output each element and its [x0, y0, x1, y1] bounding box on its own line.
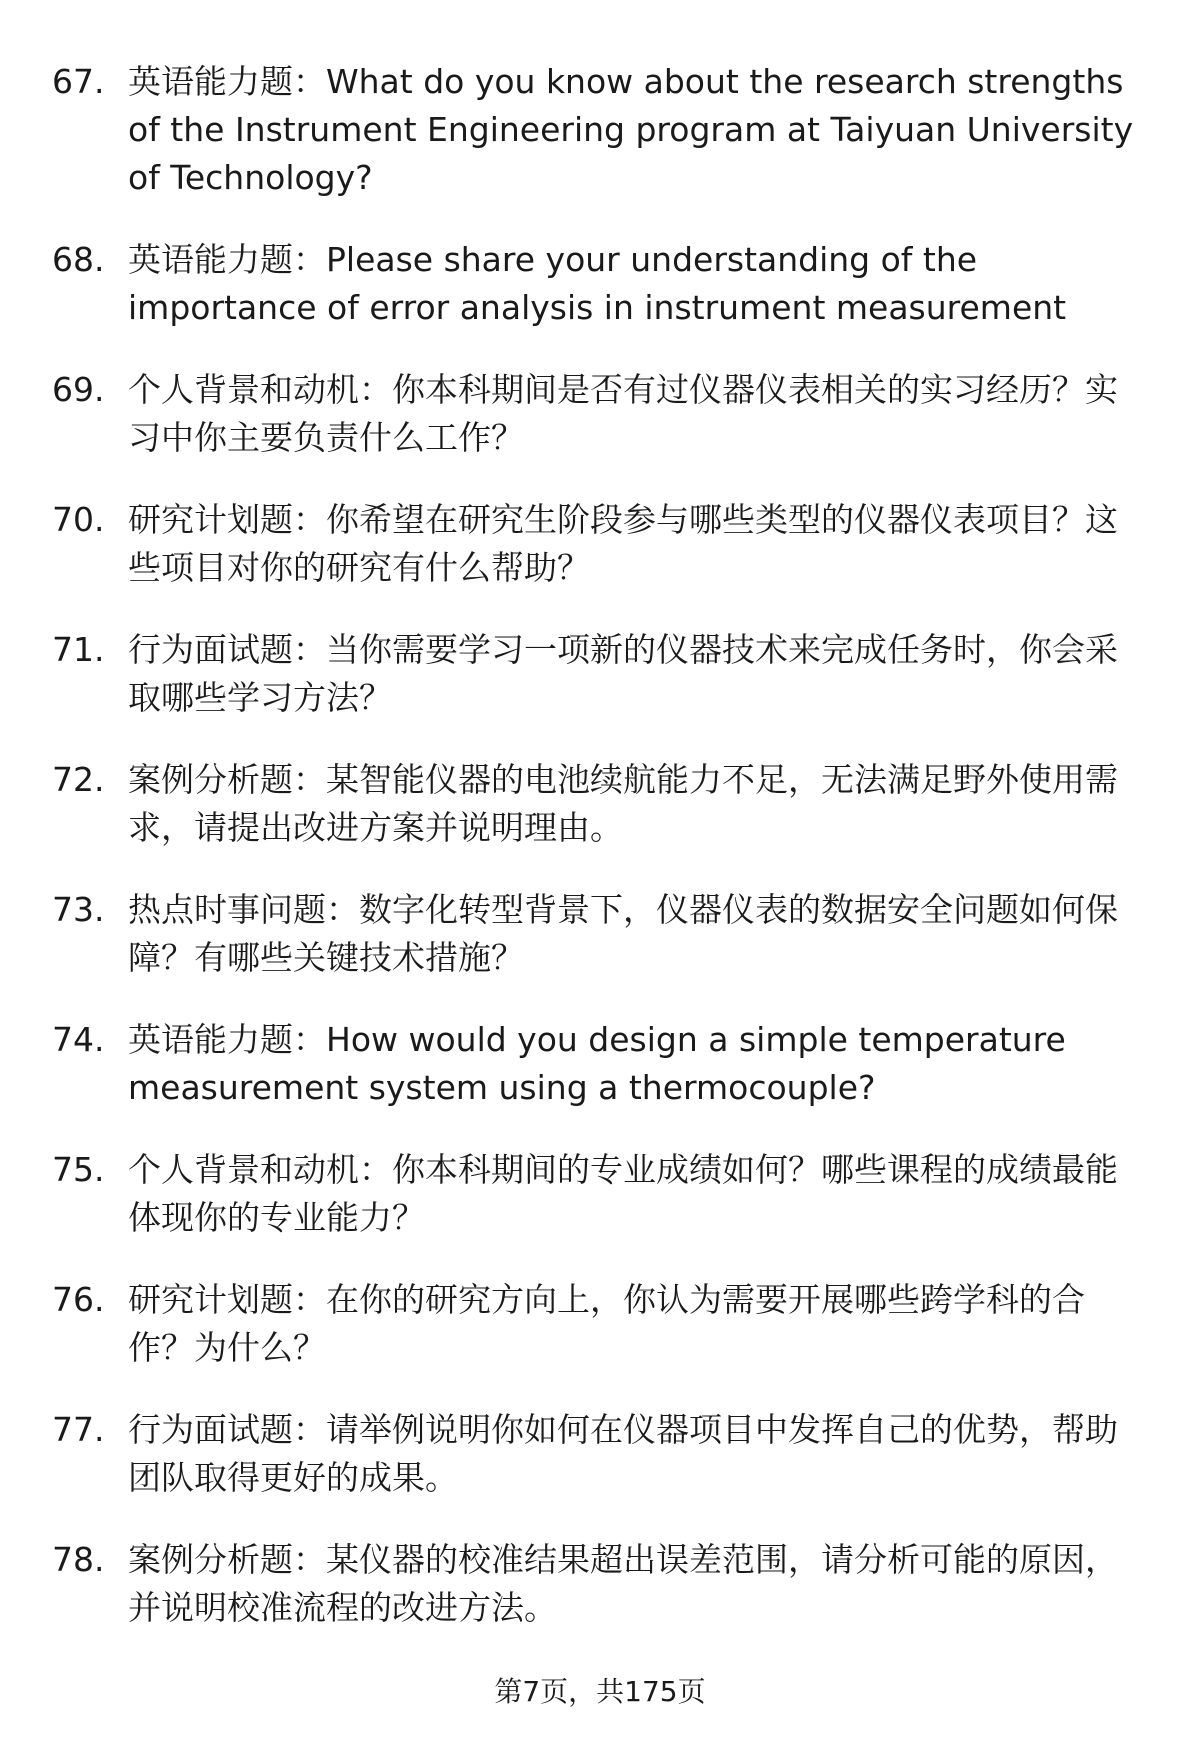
question-text: 热点时事问题：数字化转型背景下，仪器仪表的数据安全问题如何保障？有哪些关键技术措施？: [128, 890, 1118, 977]
question-item: [0, 366, 1200, 462]
question-item: [0, 58, 1200, 202]
question-number: 77.: [52, 1410, 105, 1449]
question-number: 67.: [52, 62, 105, 101]
question-number: 74.: [52, 1020, 105, 1059]
question-number: 72.: [52, 760, 105, 799]
question-number: 71.: [52, 630, 105, 669]
question-item: [0, 1406, 1200, 1502]
question-item: [0, 236, 1200, 332]
question-item: [0, 626, 1200, 722]
question-text: 行为面试题：请举例说明你如何在仪器项目中发挥自己的优势，帮助团队取得更好的成果。: [128, 1410, 1118, 1497]
question-item: [0, 496, 1200, 592]
question-text: 英语能力题：Please share your understanding of the importance of error analysis in instrument measurement: [128, 240, 1067, 327]
question-number: 78.: [52, 1540, 105, 1579]
page-number-footer: 第7页，共175页: [494, 1675, 706, 1708]
question-text: 案例分析题：某智能仪器的电池续航能力不足，无法满足野外使用需求，请提出改进方案并说明理由。: [128, 760, 1118, 847]
question-item: [0, 1016, 1200, 1112]
question-text: 个人背景和动机：你本科期间的专业成绩如何？哪些课程的成绩最能体现你的专业能力？: [128, 1150, 1118, 1237]
question-number: 68.: [52, 240, 105, 279]
question-item: [0, 886, 1200, 982]
question-text: 研究计划题：在你的研究方向上，你认为需要开展哪些跨学科的合作？为什么？: [128, 1280, 1085, 1367]
question-text: 个人背景和动机：你本科期间是否有过仪器仪表相关的实习经历？实习中你主要负责什么工作？: [128, 370, 1118, 457]
question-number: 76.: [52, 1280, 105, 1319]
question-number: 69.: [52, 370, 105, 409]
question-item: [0, 1536, 1200, 1632]
question-item: [0, 1276, 1200, 1372]
question-number: 70.: [52, 500, 105, 539]
question-text: 英语能力题：How would you design a simple temperature measurement system using a thermocouple?: [128, 1020, 1066, 1107]
question-item: [0, 1146, 1200, 1242]
question-text: 英语能力题：What do you know about the research strengths of the Instrument Engineering program at Taiyuan University of Technology?: [128, 62, 1134, 197]
question-list: [0, 58, 1200, 1666]
question-text: 案例分析题：某仪器的校准结果超出误差范围，请分析可能的原因，并说明校准流程的改进方法。: [128, 1540, 1118, 1627]
question-number: 73.: [52, 890, 105, 929]
question-text: 研究计划题：你希望在研究生阶段参与哪些类型的仪器仪表项目？这些项目对你的研究有什么帮助？: [128, 500, 1118, 587]
question-text: 行为面试题：当你需要学习一项新的仪器技术来完成任务时，你会采取哪些学习方法？: [128, 630, 1118, 717]
question-number: 75.: [52, 1150, 105, 1189]
question-item: [0, 756, 1200, 852]
